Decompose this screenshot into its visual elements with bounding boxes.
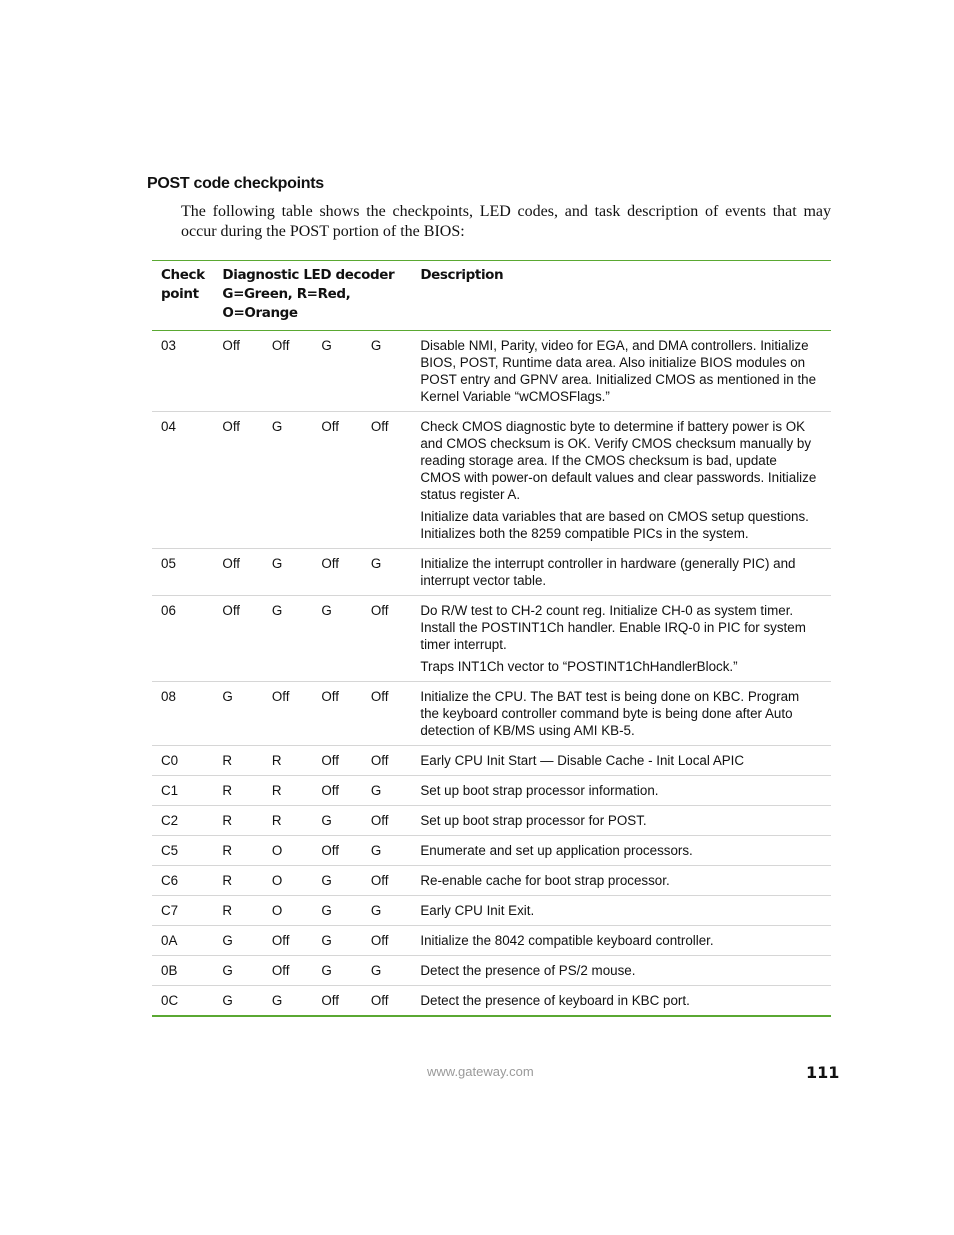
led-cell: O [271, 873, 283, 888]
table-row [152, 866, 831, 896]
table-header [152, 261, 831, 331]
check-point-cell: 08 [161, 689, 176, 704]
led-cell: O [271, 903, 283, 918]
check-point-cell: 0B [161, 963, 178, 978]
description-cell [420, 836, 831, 866]
description-paragraph: Initialize data variables that are based on CMOS setup questions. Initializes both the 8259 compatible PICs in the system. [420, 509, 809, 541]
led-cell: O [271, 843, 283, 858]
description-cell [420, 746, 831, 776]
led-cell: G [370, 843, 382, 858]
led-cell: Off [222, 603, 241, 618]
led-cell: G [321, 873, 332, 888]
led-cell: G [321, 603, 332, 618]
check-point-cell: C2 [161, 813, 179, 828]
page-number: 111 [806, 1063, 840, 1082]
check-point-cell: C5 [161, 843, 179, 858]
description-paragraph: Early CPU Init Start — Disable Cache - Init Local APIC [420, 753, 745, 768]
led-cell: Off [271, 933, 290, 948]
description-cell [420, 549, 831, 596]
led-cell: Off [321, 783, 339, 798]
table-row [152, 549, 831, 596]
header-check-line2: point [161, 286, 199, 302]
led-cell: G [271, 556, 283, 571]
footer-url: www.gateway.com [427, 1064, 534, 1079]
table-body [152, 331, 831, 1017]
led-cell: G [370, 903, 382, 918]
description-cell [420, 956, 831, 986]
description-cell [420, 331, 831, 412]
table-row [152, 836, 831, 866]
check-point-cell: C1 [161, 783, 179, 798]
description-paragraph: Set up boot strap processor for POST. [420, 813, 647, 828]
led-cell: G [370, 963, 382, 978]
table-header-row [152, 261, 831, 331]
led-cell: G [321, 338, 332, 353]
led-cell: G [271, 419, 283, 434]
table-row [152, 776, 831, 806]
description-cell [420, 896, 831, 926]
led-cell: G [370, 556, 382, 571]
table-row [152, 986, 831, 1017]
description-paragraph: Do R/W test to CH-2 count reg. Initialize CH-0 as system timer. Install the POSTINT1Ch handler. Enable IRQ-0 in PIC for system timer interrupt. [420, 603, 806, 652]
led-cell: R [222, 873, 233, 888]
description-paragraph: Detect the presence of PS/2 mouse. [420, 963, 636, 978]
led-cell: Off [370, 419, 389, 434]
header-led-line1: Diagnostic LED decoder [222, 267, 395, 283]
section-title: POST code checkpoints [147, 175, 324, 192]
led-cell: R [271, 813, 282, 828]
led-cell: G [321, 903, 332, 918]
led-cell: Off [370, 933, 389, 948]
intro-paragraph: The following table shows the checkpoints, LED codes, and task description of events that may occur during the POST portion of the BIOS: [181, 203, 831, 240]
table-row [152, 412, 831, 549]
check-point-cell: 03 [161, 338, 176, 353]
led-cell: Off [222, 556, 241, 571]
description-paragraph: Enumerate and set up application processors. [420, 843, 693, 858]
led-cell: Off [271, 338, 290, 353]
led-cell: Off [271, 963, 290, 978]
led-cell: Off [321, 556, 339, 571]
led-cell: Off [222, 419, 241, 434]
header-description: Description [420, 267, 504, 283]
header-led-line2: G=Green, R=Red, O=Orange [222, 286, 351, 321]
table-row [152, 682, 831, 746]
description-paragraph: Disable NMI, Parity, video for EGA, and DMA controllers. Initialize BIOS, POST, Runtime data area. Also initialize BIOS modules on POST entry and GPNV area. Initialized CMOS as mentioned in the Kernel Variable “wCMOSFlags.” [420, 338, 817, 404]
description-cell [420, 986, 831, 1017]
table-row [152, 896, 831, 926]
description-cell [420, 866, 831, 896]
led-cell: G [271, 993, 283, 1008]
led-cell: Off [321, 419, 339, 434]
description-paragraph: Check CMOS diagnostic byte to determine if battery power is OK and CMOS checksum is OK. Verify CMOS checksum manually by reading storage area. If the CMOS checksum is bad, update CMOS with power-on default values and clear passwords. Initialize status register A. [420, 419, 817, 502]
led-cell: G [222, 993, 233, 1008]
led-cell: Off [370, 813, 389, 828]
table-row [152, 331, 831, 412]
check-point-cell: 0C [161, 993, 179, 1008]
header-check-line1: Check [161, 267, 205, 283]
led-cell: Off [321, 843, 339, 858]
led-cell: Off [321, 689, 339, 704]
led-cell: R [222, 813, 233, 828]
check-point-cell: 06 [161, 603, 176, 618]
description-paragraph: Initialize the CPU. The BAT test is being done on KBC. Program the keyboard controller command byte is being done after Auto detection of KB/MS using AMI KB-5. [420, 689, 800, 738]
check-point-cell: C0 [161, 753, 179, 768]
led-cell: R [222, 783, 233, 798]
description-paragraph: Detect the presence of keyboard in KBC port. [420, 993, 690, 1008]
check-point-cell: C7 [161, 903, 179, 918]
header-led-decoder [222, 261, 420, 331]
led-cell: Off [222, 338, 241, 353]
led-cell: G [321, 963, 332, 978]
header-check-point [152, 261, 222, 331]
led-cell: G [370, 338, 382, 353]
description-cell [420, 776, 831, 806]
table-row [152, 596, 831, 682]
description-paragraph: Early CPU Init Exit. [420, 903, 535, 918]
description-cell [420, 926, 831, 956]
description-paragraph: Initialize the interrupt controller in hardware (generally PIC) and interrupt vector table. [420, 556, 796, 588]
led-cell: Off [370, 689, 389, 704]
led-cell: G [321, 813, 332, 828]
description-paragraph: Traps INT1Ch vector to “POSTINT1ChHandlerBlock.” [420, 659, 738, 674]
led-cell: G [321, 933, 332, 948]
led-cell: G [222, 933, 233, 948]
led-cell: Off [370, 993, 389, 1008]
description-paragraph: Set up boot strap processor information. [420, 783, 659, 798]
description-paragraph: Initialize the 8042 compatible keyboard controller. [420, 933, 714, 948]
table-row [152, 956, 831, 986]
led-cell: G [222, 963, 233, 978]
description-cell [420, 596, 831, 682]
description-cell [420, 682, 831, 746]
post-code-table [152, 260, 831, 1017]
table-row [152, 806, 831, 836]
led-cell: R [271, 753, 282, 768]
check-point-cell: C6 [161, 873, 179, 888]
led-cell: G [271, 603, 283, 618]
description-cell [420, 412, 831, 549]
led-cell: R [222, 753, 233, 768]
led-cell: Off [370, 873, 389, 888]
check-point-cell: 05 [161, 556, 176, 571]
led-cell: R [271, 783, 282, 798]
check-point-cell: 04 [161, 419, 176, 434]
led-cell: G [370, 783, 382, 798]
description-paragraph: Re-enable cache for boot strap processor. [420, 873, 670, 888]
led-cell: Off [271, 689, 290, 704]
check-point-cell: 0A [161, 933, 178, 948]
led-cell: G [222, 689, 233, 704]
description-cell [420, 806, 831, 836]
led-cell: Off [370, 603, 389, 618]
led-cell: Off [321, 993, 339, 1008]
table-row [152, 746, 831, 776]
led-cell: R [222, 903, 233, 918]
led-cell: Off [321, 753, 339, 768]
table-row [152, 926, 831, 956]
led-cell: R [222, 843, 233, 858]
led-cell: Off [370, 753, 389, 768]
